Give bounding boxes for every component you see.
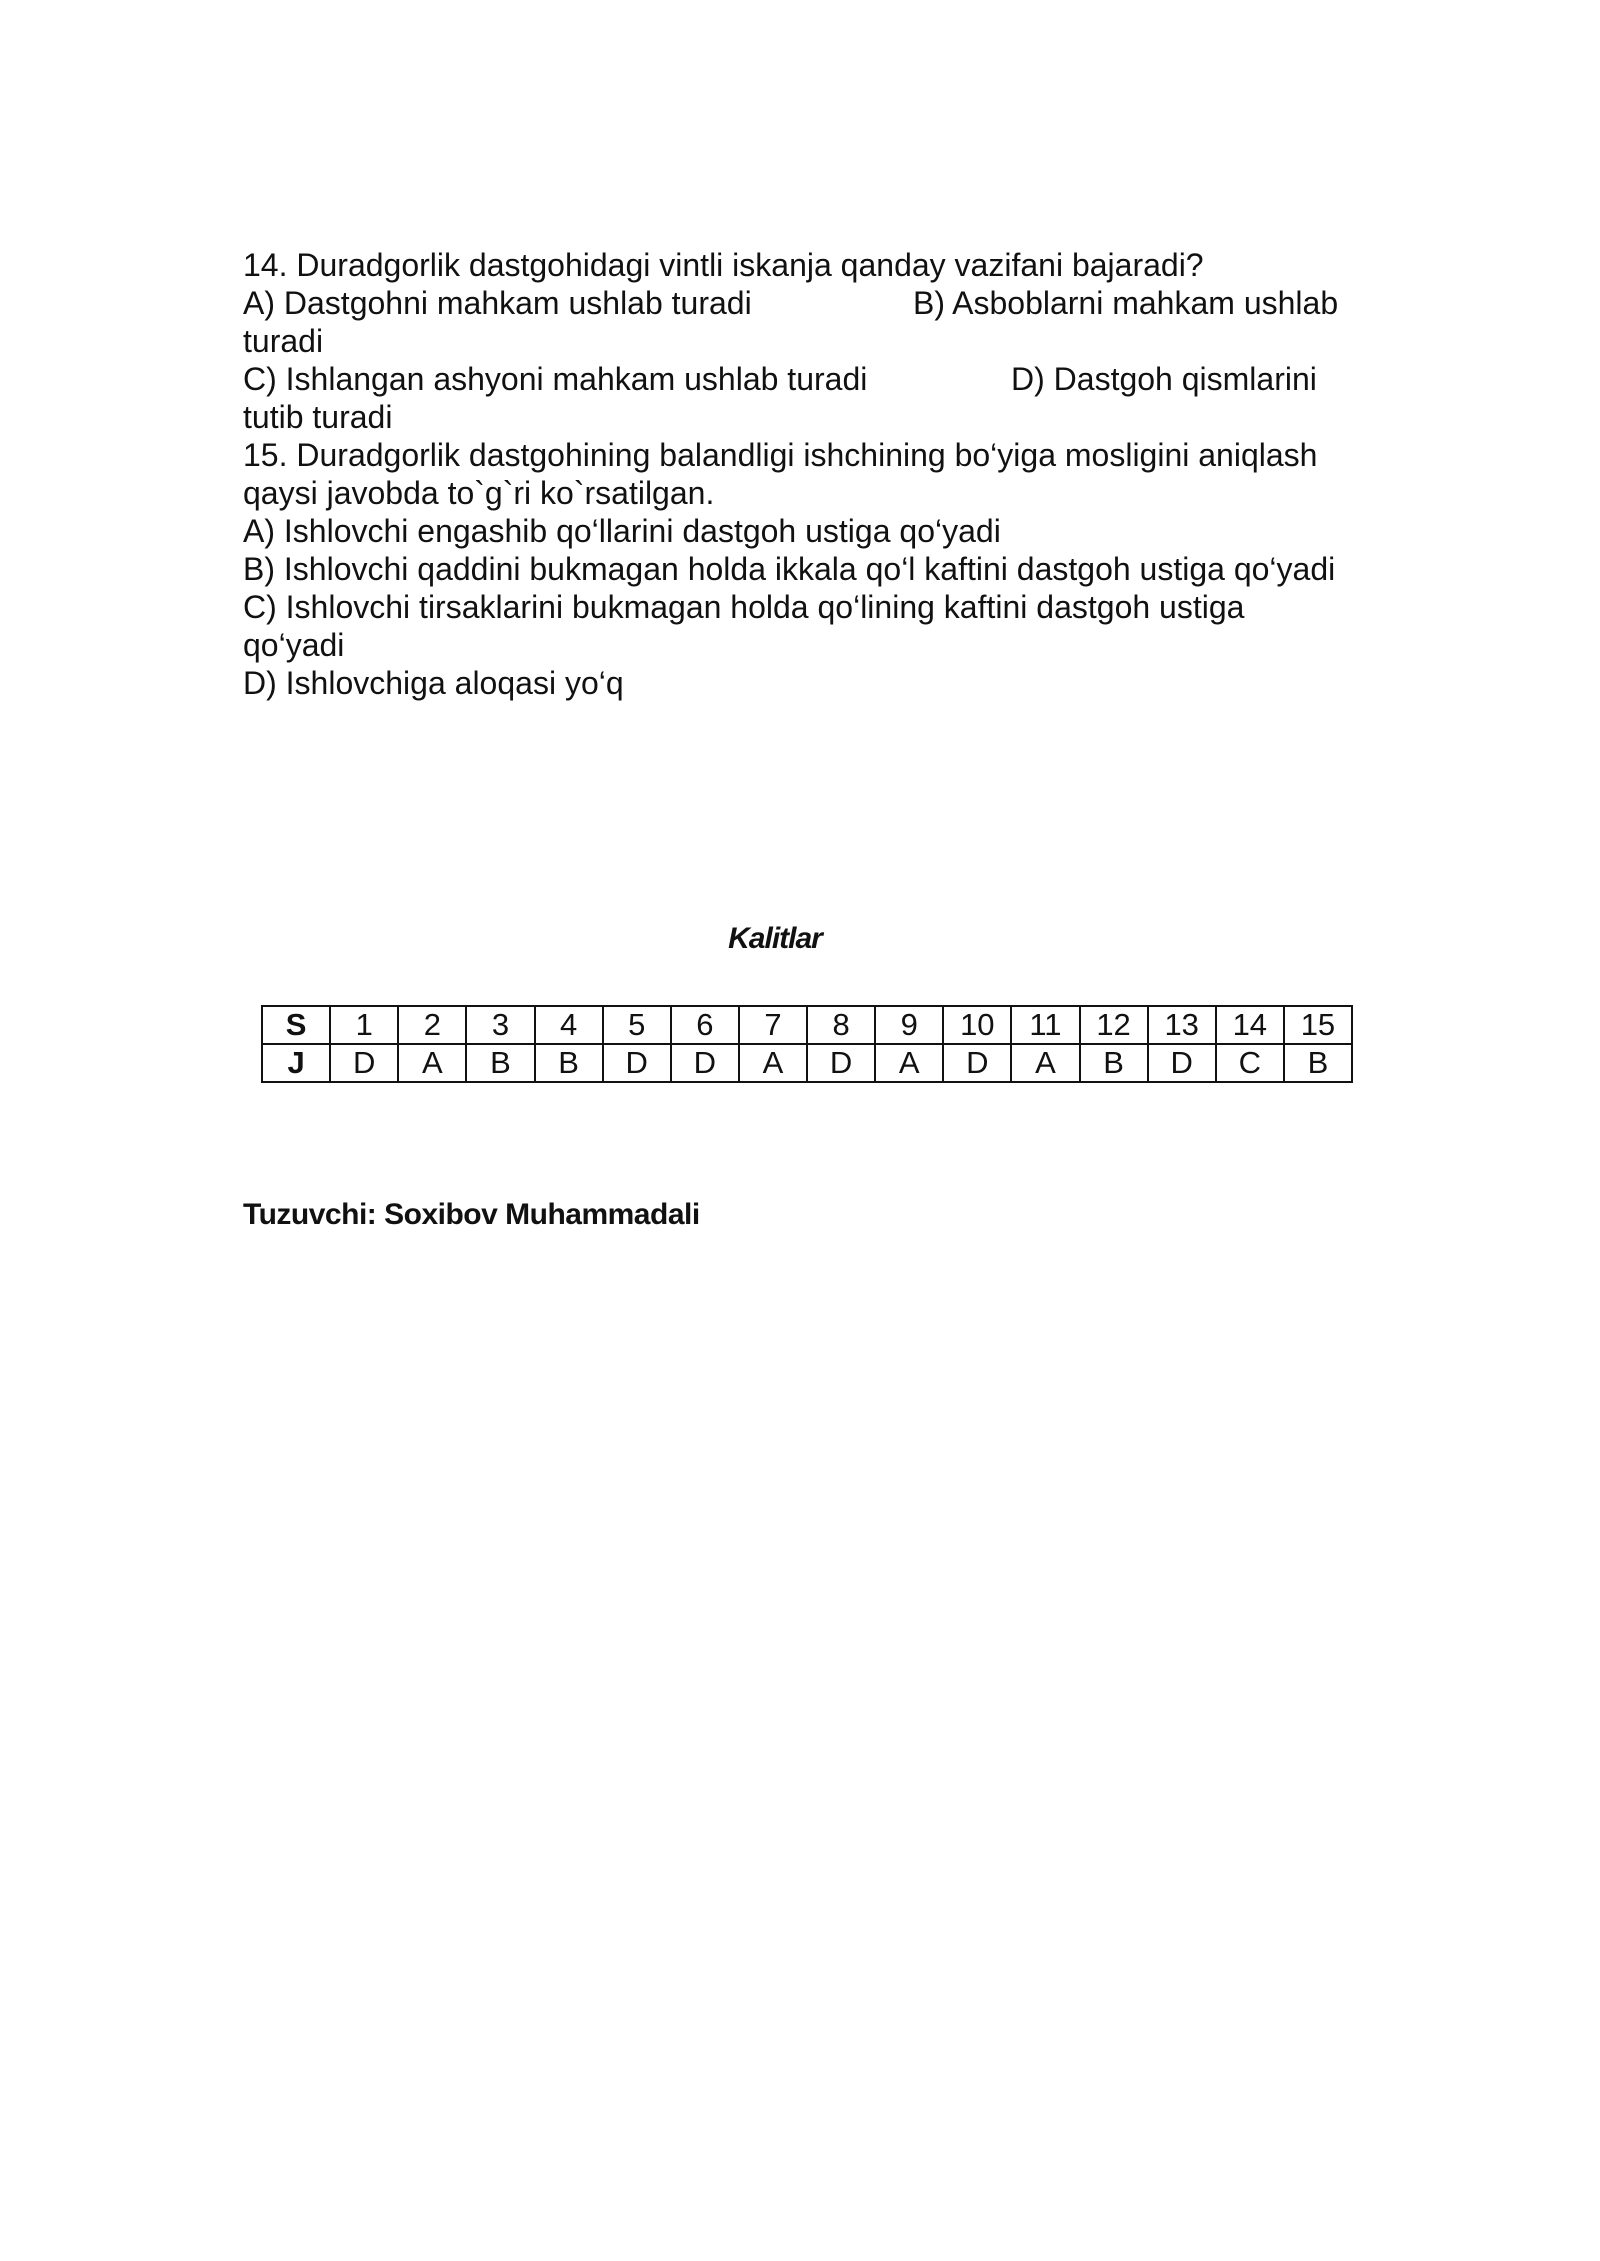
question-15-option-d: D) Ishlovchiga aloqasi yo‘q (243, 665, 624, 701)
answer-key-number: 14 (1216, 1006, 1284, 1044)
answer-key-title (0, 922, 1600, 956)
answer-key-row-numbers (262, 1006, 1352, 1044)
answer-key-answer: D (943, 1044, 1011, 1082)
question-14-option-a: A) Dastgohni mahkam ushlab turadi (243, 285, 752, 321)
question-15-option-c-line2: qo‘yadi (243, 627, 345, 663)
question-15-option-b: B) Ishlovchi qaddini bukmagan holda ikkala qo‘l kaftini dastgoh ustiga qo‘yadi (243, 551, 1336, 587)
answer-key-row-label: J (262, 1044, 330, 1082)
question-14-option-c: C) Ishlangan ashyoni mahkam ushlab turadi (243, 361, 868, 397)
answer-key-table (261, 1005, 1353, 1083)
answer-key-answer: D (807, 1044, 875, 1082)
answer-key-number: 8 (807, 1006, 875, 1044)
question-14-option-b-continued: turadi (243, 323, 324, 359)
answer-key-answer: B (1080, 1044, 1148, 1082)
answer-key-answer: A (739, 1044, 807, 1082)
answer-key-row-label: S (262, 1006, 330, 1044)
answer-key-answer: A (398, 1044, 466, 1082)
question-14-option-b: B) Asboblarni mahkam ushlab (913, 285, 1339, 321)
question-14-option-d: D) Dastgoh qismlarini (1011, 361, 1317, 397)
answer-key-number: 2 (398, 1006, 466, 1044)
answer-key-answer: B (535, 1044, 603, 1082)
question-15-text-line1: 15. Duradgorlik dastgohining balandligi ishchining bo‘yiga mosligini aniqlash (243, 437, 1318, 473)
question-14-text: 14. Duradgorlik dastgohidagi vintli iskanja qanday vazifani bajaradi? (243, 247, 1204, 283)
question-14-options-cd (243, 360, 1363, 398)
answer-key-answer: D (1148, 1044, 1216, 1082)
answer-key-answer: D (603, 1044, 671, 1082)
answer-key-number: 3 (466, 1006, 534, 1044)
question-15-option-a: A) Ishlovchi engashib qo‘llarini dastgoh ustiga qo‘yadi (243, 513, 1001, 549)
question-15-option-c-line1: C) Ishlovchi tirsaklarini bukmagan holda qo‘lining kaftini dastgoh ustiga (243, 589, 1245, 625)
question-15-text-line2: qaysi javobda to`g`ri ko`rsatilgan. (243, 475, 715, 511)
answer-key-answer: B (1284, 1044, 1352, 1082)
answer-key-number: 4 (535, 1006, 603, 1044)
answer-key-number: 15 (1284, 1006, 1352, 1044)
answer-key-title-text: Kalitlar (728, 922, 822, 955)
answer-key-number: 10 (943, 1006, 1011, 1044)
question-14-options-ab (243, 284, 1363, 322)
answer-key-row-answers (262, 1044, 1352, 1082)
answer-key-answer: C (1216, 1044, 1284, 1082)
answer-key-number: 7 (739, 1006, 807, 1044)
answer-key-number: 5 (603, 1006, 671, 1044)
question-14-option-d-continued: tutib turadi (243, 399, 393, 435)
answer-key-number: 11 (1011, 1006, 1079, 1044)
answer-key-answer: D (330, 1044, 398, 1082)
author-signature: Tuzuvchi: Soxibov Muhammadali (243, 1198, 700, 1231)
answer-key-number: 12 (1080, 1006, 1148, 1044)
answer-key-answer: D (671, 1044, 739, 1082)
answer-key-answer: A (1011, 1044, 1079, 1082)
questions-block (243, 246, 1363, 702)
answer-key-answer: A (875, 1044, 943, 1082)
answer-key-number: 13 (1148, 1006, 1216, 1044)
answer-key-answer: B (466, 1044, 534, 1082)
answer-key-number: 6 (671, 1006, 739, 1044)
answer-key-number: 9 (875, 1006, 943, 1044)
answer-key-number: 1 (330, 1006, 398, 1044)
